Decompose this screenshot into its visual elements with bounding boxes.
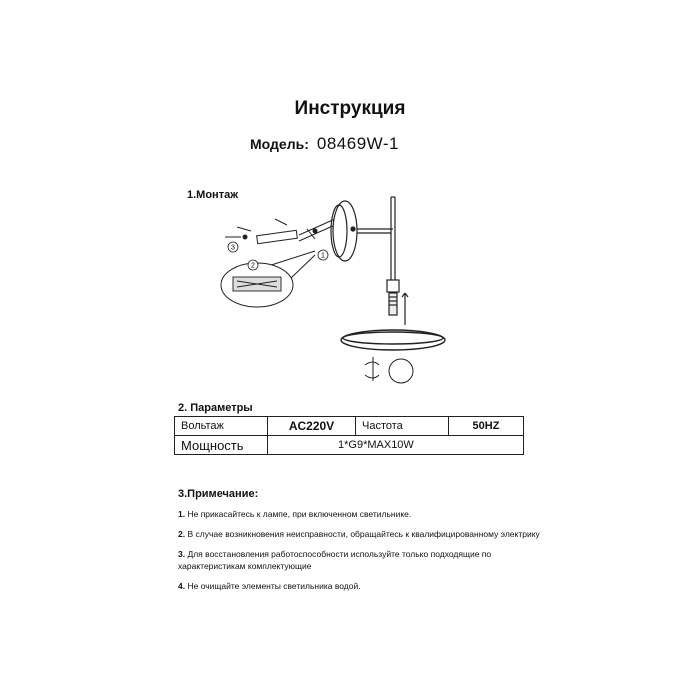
model-label: Модель:	[250, 136, 309, 152]
section-notes-heading: 3.Примечание:	[178, 488, 259, 500]
frequency-value: 50HZ	[449, 417, 524, 436]
list-item	[178, 548, 548, 572]
note-text: Не очищайте элементы светильника водой.	[187, 581, 361, 591]
power-value: 1*G9*MAX10W	[268, 436, 524, 455]
callout-label: 2	[251, 262, 255, 270]
lamp-arm-illustration	[357, 197, 408, 325]
lamp-shade-illustration	[341, 330, 445, 350]
section-mounting-heading: 1.Монтаж	[187, 189, 239, 201]
power-label: Мощность	[175, 436, 268, 455]
note-number: 2.	[178, 529, 186, 539]
mounting-diagram	[215, 185, 475, 385]
callout-label: 1	[321, 252, 325, 260]
note-text: В случае возникновения неисправности, обращайтесь к квалифицированному электрику	[187, 529, 540, 539]
note-number: 1.	[178, 509, 186, 519]
voltage-label: Вольтаж	[175, 417, 268, 436]
model-line	[250, 134, 399, 154]
g9-bulb-illustration	[365, 357, 413, 383]
list-item	[178, 508, 548, 520]
detail-zoom-illustration	[221, 251, 315, 307]
list-item	[178, 528, 548, 540]
params-table	[174, 416, 524, 455]
list-item	[178, 580, 548, 592]
document-title: Инструкция	[294, 98, 406, 119]
note-text: Не прикасайтесь к лампе, при включенном светильнике.	[187, 509, 412, 519]
note-number: 4.	[178, 581, 186, 591]
mounting-bracket-illustration	[225, 219, 335, 244]
section-params-heading: 2. Параметры	[178, 402, 253, 414]
callout-label: 3	[231, 244, 235, 252]
model-value: 08469W-1	[316, 134, 400, 153]
table-row	[175, 436, 524, 455]
wall-plate-illustration	[331, 201, 357, 261]
note-text: Для восстановления работоспособности используйте только подходящие по характеристикам комплектующие	[178, 549, 492, 571]
voltage-value: AC220V	[268, 417, 356, 436]
note-number: 3.	[178, 549, 186, 559]
table-row	[175, 417, 524, 436]
notes-list	[178, 508, 548, 600]
frequency-label: Частота	[356, 417, 449, 436]
